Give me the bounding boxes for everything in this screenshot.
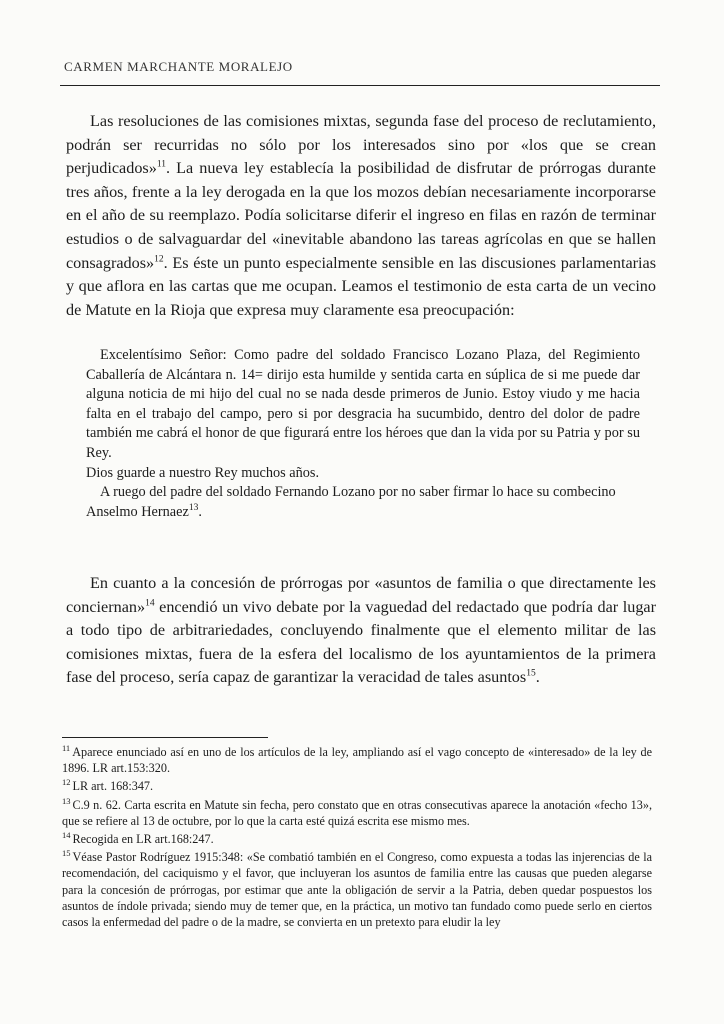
para1-text-a: Las resoluciones de las comisiones mixtas, segunda fase del proceso de reclutamiento, podrán ser recurridas no sólo por los interesados sino por «los que se crean perjudicados» xyxy=(66,112,656,178)
footnote-14 xyxy=(62,831,652,847)
para2-text-c: . xyxy=(535,668,540,687)
quote-signoff: A ruego del padre del soldado Fernando Lozano por no saber firmar lo hace su combecino xyxy=(100,484,616,501)
footnote-text: Véase Pastor Rodríguez 1915:348: «Se combatió también en el Congreso, como expuesta a todas las injerencias de la recomendación, del caciquismo y el favor, que incluyeran los asuntos de familia entre las causas que pueden alegarse para la concesión de prórrogas, por estimar que ante la obligación de servir a la Patria, deben quedar pospuestos los asuntos de índole privada; siendo muy de temer que, en la práctica, un motivo tan fundado como puede serlo en ciertos casos la enfermedad del padre o de la madre, se convierta en un pretexto para eludir la ley xyxy=(62,850,652,930)
paragraph-1 xyxy=(66,110,656,322)
quote-signature-line xyxy=(86,503,640,523)
quote-signature: Anselmo Hernaez xyxy=(86,503,189,520)
footnote-number: 15 xyxy=(62,848,71,859)
footnote-number: 13 xyxy=(62,795,71,806)
para2-text-b: encendió un vivo debate por la vaguedad del redactado que podría dar lugar a todo tipo de arbitrariedades, concluyendo finalmente que el elemento militar de las comisiones mixtas, fuera de la esfera del localismo de los ayuntamientos de la primera fase del proceso, sería capaz de garantizar la veracidad de tales asuntos xyxy=(66,597,656,687)
footnote-13 xyxy=(62,797,652,829)
footnote-text: Recogida en LR art.168:247. xyxy=(72,832,214,847)
para1-text-c: . Es éste un punto especialmente sensible en las discusiones parlamentarias y que aflora en las cartas que me ocupan. Leamos el testimonio de esta carta de un vecino de Matute en la Rioja que expresa muy claramente esa preocupación: xyxy=(66,253,656,319)
footnote-11 xyxy=(62,744,652,776)
quote-signature-end: . xyxy=(198,503,202,520)
paragraph-2 xyxy=(66,572,656,690)
footnote-15 xyxy=(62,849,652,930)
para1-text-b: . La nueva ley establecía la posibilidad de disfrutar de prórrogas durante tres años, frente a la ley derogada en la que los mozos debían necesariamente incorporarse en el año de su reemplazo. Podía solicitarse diferir el ingreso en filas en razón de terminar estudios o de salvaguardar del «inevitable abandono las tareas agrícolas en que se hallen consagrados» xyxy=(66,159,656,272)
quote-closing: Dios guarde a nuestro Rey muchos años. xyxy=(86,464,320,481)
footnote-ref-12[interactable]: 12 xyxy=(154,254,164,265)
header-rule xyxy=(60,85,660,86)
footnote-text: LR art. 168:347. xyxy=(72,779,154,794)
footnote-ref-15[interactable]: 15 xyxy=(526,668,536,679)
footnotes xyxy=(62,744,652,932)
footnote-text: Aparece enunciado así en uno de los artículos de la ley, ampliando así el vago concepto de «interesado» de la ley de 1896. LR art.153:320. xyxy=(62,745,652,776)
paragraph-1-text xyxy=(66,110,656,322)
footnote-ref-11[interactable]: 11 xyxy=(156,159,166,170)
footnote-ref-13[interactable]: 13 xyxy=(188,502,199,513)
paragraph-2-text xyxy=(66,572,656,690)
para2-text-a: En cuanto a la concesión de prórrogas por «asuntos de familia o que directamente les conciernan» xyxy=(66,574,656,616)
footnote-separator xyxy=(62,737,268,738)
footnote-number: 12 xyxy=(62,777,71,788)
footnote-number: 14 xyxy=(62,829,71,840)
running-head: CARMEN MARCHANTE MORALEJO xyxy=(64,59,293,74)
footnote-ref-14[interactable]: 14 xyxy=(145,598,155,609)
footnote-12 xyxy=(62,778,652,794)
footnote-text: C.9 n. 62. Carta escrita en Matute sin fecha, pero constato que en otras consecutivas aparece la anotación «fecho 13», que se refiere al 13 de octubre, por lo que la carta esté quizá escrita ese mismo mes. xyxy=(62,797,652,828)
footnote-number: 11 xyxy=(62,742,71,753)
quote-body: Excelentísimo Señor: Como padre del soldado Francisco Lozano Plaza, del Regimiento Caballería de Alcántara n. 14= dirijo esta humilde y sentida carta en súplica de si me puede dar alguna noticia de mi hijo del cual no se nada desde primeros de Junio. Estoy viudo y me hacia falta en el trabajo del campo, pero si por desgracia ha sucumbido, dentro del dolor de padre también me cabrá el honor de que figurará entre los héroes que dan la vida por su Patria y por su Rey. xyxy=(86,347,640,461)
block-quote-letter xyxy=(86,346,640,522)
